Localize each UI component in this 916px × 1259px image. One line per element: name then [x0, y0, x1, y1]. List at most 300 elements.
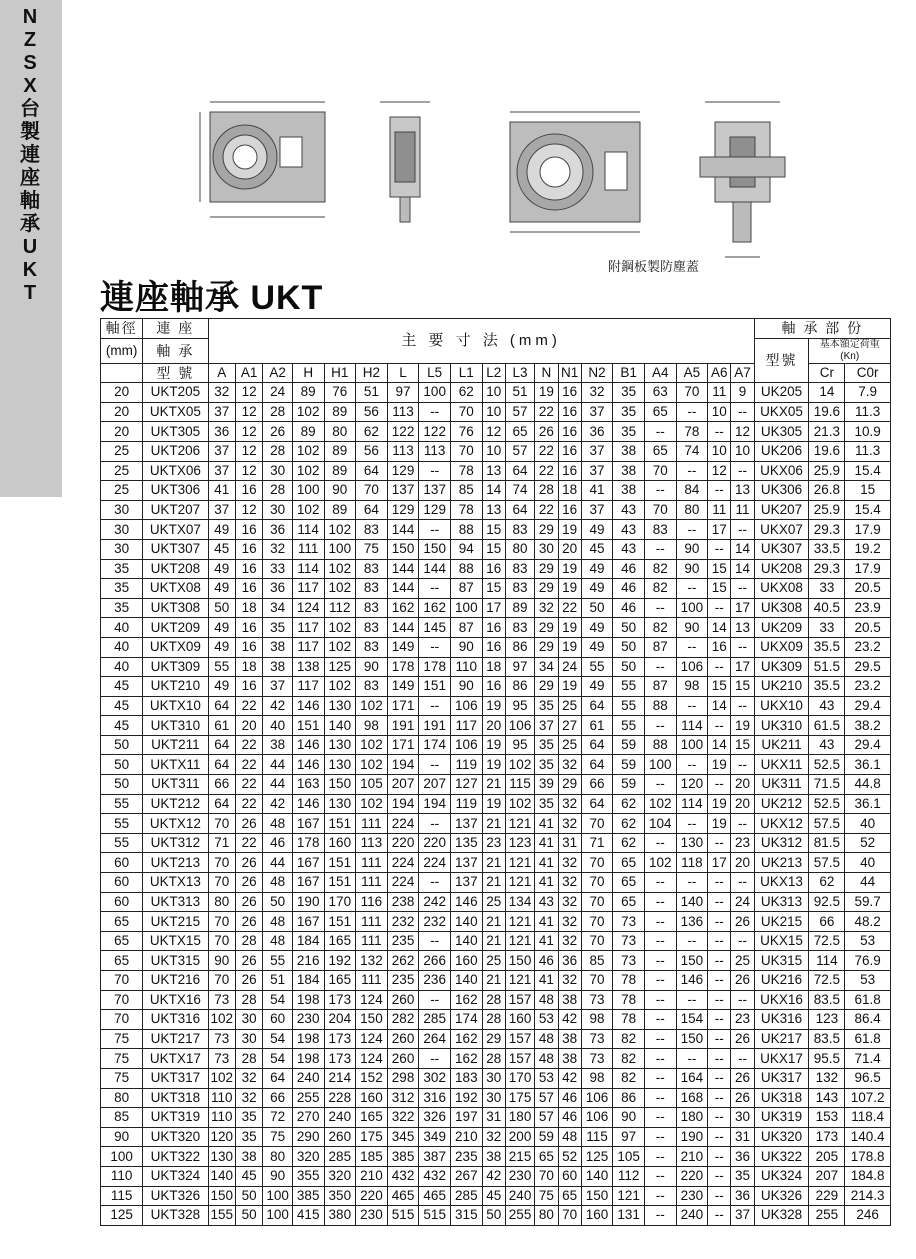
table-cell: 60: [558, 1166, 581, 1186]
table-cell: 121: [505, 931, 535, 951]
table-cell: --: [731, 990, 754, 1010]
table-cell: 198: [292, 1049, 324, 1069]
table-cell: 140: [676, 892, 708, 912]
table-cell: 115: [101, 1186, 143, 1206]
table-cell: 232: [419, 912, 451, 932]
table-cell: 71.5: [809, 775, 845, 795]
table-cell: --: [644, 1088, 676, 1108]
table-cell: 57: [535, 1088, 558, 1108]
table-cell: 35: [613, 422, 645, 442]
table-cell: 48: [263, 931, 293, 951]
table-cell: 37: [535, 716, 558, 736]
table-cell: 144: [387, 579, 419, 599]
table-cell: UKT312: [143, 833, 208, 853]
table-cell: 515: [419, 1206, 451, 1226]
table-cell: 85: [451, 481, 483, 501]
table-cell: 17.9: [845, 520, 891, 540]
table-cell: 14: [708, 735, 731, 755]
table-cell: UKT324: [143, 1166, 208, 1186]
table-cell: 72: [263, 1108, 293, 1128]
table-cell: 267: [451, 1166, 483, 1186]
table-cell: 19.6: [809, 441, 845, 461]
table-cell: 112: [324, 598, 356, 618]
table-cell: 83: [505, 520, 535, 540]
table-cell: 90: [676, 559, 708, 579]
table-cell: 32: [208, 383, 235, 403]
table-row: [101, 1147, 891, 1167]
table-cell: 78: [451, 461, 483, 481]
table-cell: 65: [535, 1147, 558, 1167]
table-cell: 110: [101, 1166, 143, 1186]
table-cell: 38: [263, 657, 293, 677]
table-cell: 197: [451, 1108, 483, 1128]
table-cell: 83: [356, 579, 388, 599]
table-cell: 215: [505, 1147, 535, 1167]
table-cell: 11.3: [845, 402, 891, 422]
table-cell: UKT217: [143, 1029, 208, 1049]
table-cell: 80: [505, 539, 535, 559]
table-cell: 49: [208, 618, 235, 638]
table-cell: 19: [482, 696, 505, 716]
table-cell: 28: [482, 1010, 505, 1030]
table-cell: 29: [535, 559, 558, 579]
table-cell: 43: [613, 539, 645, 559]
table-row: [101, 422, 891, 442]
table-cell: UKT318: [143, 1088, 208, 1108]
table-cell: --: [708, 1127, 731, 1147]
table-cell: UKTX12: [143, 814, 208, 834]
table-cell: 21: [482, 912, 505, 932]
table-cell: 35: [535, 735, 558, 755]
table-cell: 118.4: [845, 1108, 891, 1128]
table-cell: 75: [356, 539, 388, 559]
table-cell: 230: [505, 1166, 535, 1186]
bore-unit-header: (mm): [101, 338, 143, 363]
table-cell: --: [676, 579, 708, 599]
table-cell: 232: [387, 912, 419, 932]
table-row: [101, 755, 891, 775]
table-cell: 41: [535, 853, 558, 873]
table-cell: 70: [451, 402, 483, 422]
table-cell: 48: [263, 814, 293, 834]
table-cell: 183: [451, 1068, 483, 1088]
table-cell: --: [731, 873, 754, 893]
table-cell: 51: [505, 383, 535, 403]
column-header-l3: L3: [505, 363, 535, 383]
table-cell: --: [419, 520, 451, 540]
table-cell: 26: [235, 892, 262, 912]
side-tab-char: 軸: [20, 190, 40, 212]
table-cell: 210: [356, 1166, 388, 1186]
table-cell: 214: [324, 1068, 356, 1088]
table-cell: 175: [505, 1088, 535, 1108]
table-cell: 70: [581, 912, 613, 932]
table-cell: 350: [324, 1186, 356, 1206]
table-cell: 15: [708, 559, 731, 579]
table-cell: 20: [731, 794, 754, 814]
table-cell: 149: [387, 677, 419, 697]
table-cell: 26: [263, 422, 293, 442]
table-cell: 102: [505, 755, 535, 775]
table-cell: 104: [644, 814, 676, 834]
table-cell: 266: [419, 951, 451, 971]
table-cell: 43: [613, 500, 645, 520]
table-cell: 117: [292, 637, 324, 657]
table-cell: 50: [208, 598, 235, 618]
table-cell: 90: [613, 1108, 645, 1128]
table-cell: --: [644, 1010, 676, 1030]
table-cell: UKT205: [143, 383, 208, 403]
table-cell: 39: [535, 775, 558, 795]
table-cell: 106: [505, 716, 535, 736]
table-cell: --: [708, 598, 731, 618]
table-cell: 26: [731, 912, 754, 932]
table-cell: 19: [482, 755, 505, 775]
table-cell: 25: [558, 735, 581, 755]
model-header-line2: 軸 承: [143, 338, 208, 363]
table-cell: 87: [451, 618, 483, 638]
table-cell: 240: [505, 1186, 535, 1206]
table-cell: 38: [558, 1029, 581, 1049]
table-cell: --: [644, 1206, 676, 1226]
table-cell: 65: [101, 951, 143, 971]
table-cell: 130: [324, 735, 356, 755]
table-cell: 26: [535, 422, 558, 442]
table-cell: 160: [505, 1010, 535, 1030]
table-cell: 114: [809, 951, 845, 971]
table-cell: 235: [387, 971, 419, 991]
table-cell: 210: [451, 1127, 483, 1147]
table-row: [101, 441, 891, 461]
table-cell: 89: [324, 441, 356, 461]
table-cell: 88: [451, 520, 483, 540]
table-cell: 71: [208, 833, 235, 853]
table-cell: 115: [581, 1127, 613, 1147]
table-cell: 64: [581, 696, 613, 716]
table-cell: 19: [482, 794, 505, 814]
table-cell: --: [676, 402, 708, 422]
table-cell: 137: [451, 853, 483, 873]
table-cell: 12: [235, 422, 262, 442]
table-cell: 151: [324, 912, 356, 932]
side-view-diagram: [380, 102, 430, 222]
table-cell: 92.5: [809, 892, 845, 912]
table-cell: 160: [581, 1206, 613, 1226]
table-cell: 173: [324, 1049, 356, 1069]
table-cell: 73: [208, 1029, 235, 1049]
table-cell: 9: [731, 383, 754, 403]
table-cell: UK310: [754, 716, 809, 736]
table-cell: UKX15: [754, 931, 809, 951]
table-cell: 60: [263, 1010, 293, 1030]
spec-table-body: [101, 383, 891, 1226]
table-cell: --: [676, 990, 708, 1010]
table-cell: UKTX11: [143, 755, 208, 775]
table-cell: 16: [235, 618, 262, 638]
table-cell: UKX17: [754, 1049, 809, 1069]
table-cell: 53: [535, 1068, 558, 1088]
table-cell: 88: [644, 696, 676, 716]
table-cell: 55: [581, 657, 613, 677]
table-cell: 70: [208, 873, 235, 893]
table-cell: 46: [263, 833, 293, 853]
table-cell: 36.1: [845, 794, 891, 814]
table-cell: 25.9: [809, 461, 845, 481]
table-cell: UK317: [754, 1068, 809, 1088]
column-header-h2: H2: [356, 363, 388, 383]
table-cell: 29: [535, 677, 558, 697]
table-cell: 82: [613, 1068, 645, 1088]
table-cell: 184: [292, 971, 324, 991]
table-cell: 10: [482, 441, 505, 461]
table-cell: --: [644, 892, 676, 912]
table-cell: 28: [482, 1049, 505, 1069]
table-cell: 45: [101, 696, 143, 716]
table-cell: 171: [387, 735, 419, 755]
table-cell: 121: [505, 912, 535, 932]
table-cell: 163: [292, 775, 324, 795]
table-cell: 140: [451, 971, 483, 991]
table-cell: 45: [482, 1186, 505, 1206]
table-row: [101, 383, 891, 403]
table-cell: 49: [208, 559, 235, 579]
table-cell: 45: [101, 677, 143, 697]
table-cell: UKT316: [143, 1010, 208, 1030]
table-cell: 70: [558, 1206, 581, 1226]
table-cell: 46: [613, 559, 645, 579]
table-cell: 90: [324, 481, 356, 501]
table-cell: 10: [708, 402, 731, 422]
table-cell: UKT213: [143, 853, 208, 873]
table-cell: 432: [387, 1166, 419, 1186]
table-cell: 23: [731, 1010, 754, 1030]
table-cell: UKT207: [143, 500, 208, 520]
table-cell: 80: [101, 1088, 143, 1108]
table-cell: 50: [101, 755, 143, 775]
table-cell: 15: [708, 579, 731, 599]
table-cell: 144: [419, 559, 451, 579]
table-cell: 87: [644, 677, 676, 697]
table-cell: 151: [292, 716, 324, 736]
table-cell: 29.3: [809, 520, 845, 540]
table-cell: UK328: [754, 1206, 809, 1226]
column-header-a6: A6: [708, 363, 731, 383]
table-cell: 17: [708, 853, 731, 873]
table-cell: 315: [451, 1206, 483, 1226]
table-cell: 12: [235, 441, 262, 461]
table-cell: 26: [731, 1068, 754, 1088]
table-cell: 110: [451, 657, 483, 677]
table-cell: 29: [482, 1029, 505, 1049]
table-cell: 262: [387, 951, 419, 971]
table-cell: 33: [263, 559, 293, 579]
table-cell: --: [644, 1166, 676, 1186]
table-row: [101, 637, 891, 657]
table-cell: 102: [356, 696, 388, 716]
table-cell: 78: [613, 990, 645, 1010]
table-cell: 312: [387, 1088, 419, 1108]
table-cell: 73: [581, 1029, 613, 1049]
table-cell: 66: [809, 912, 845, 932]
table-cell: 19: [535, 383, 558, 403]
table-cell: --: [419, 461, 451, 481]
table-cell: 82: [644, 618, 676, 638]
table-cell: 89: [292, 422, 324, 442]
table-cell: 45: [581, 539, 613, 559]
table-cell: UK320: [754, 1127, 809, 1147]
table-cell: 240: [324, 1108, 356, 1128]
table-cell: 150: [581, 1186, 613, 1206]
table-cell: 184: [292, 931, 324, 951]
table-cell: 102: [505, 794, 535, 814]
table-cell: 16: [558, 383, 581, 403]
table-cell: 150: [676, 1029, 708, 1049]
table-cell: 25: [101, 461, 143, 481]
table-cell: 29.5: [845, 657, 891, 677]
table-cell: 62: [613, 794, 645, 814]
table-cell: 64: [263, 1068, 293, 1088]
table-cell: 36.1: [845, 755, 891, 775]
table-cell: 55: [101, 794, 143, 814]
table-cell: 124: [292, 598, 324, 618]
table-row: [101, 520, 891, 540]
table-cell: 74: [505, 481, 535, 501]
column-header-a2: A2: [263, 363, 293, 383]
table-cell: 94: [451, 539, 483, 559]
table-cell: 65: [613, 892, 645, 912]
table-cell: 111: [356, 931, 388, 951]
table-cell: 48: [535, 1049, 558, 1069]
table-cell: 26.8: [809, 481, 845, 501]
table-cell: 26: [235, 912, 262, 932]
table-cell: UKT326: [143, 1186, 208, 1206]
table-cell: 102: [324, 618, 356, 638]
table-cell: 162: [451, 1029, 483, 1049]
table-cell: UKT206: [143, 441, 208, 461]
table-cell: 76: [324, 383, 356, 403]
table-cell: UK313: [754, 892, 809, 912]
table-cell: 62: [613, 814, 645, 834]
table-cell: --: [676, 814, 708, 834]
table-cell: 238: [387, 892, 419, 912]
table-cell: --: [644, 716, 676, 736]
table-cell: 150: [356, 1010, 388, 1030]
table-cell: UK315: [754, 951, 809, 971]
table-cell: 78: [613, 971, 645, 991]
table-cell: 22: [235, 775, 262, 795]
table-cell: 59.7: [845, 892, 891, 912]
table-cell: 285: [419, 1010, 451, 1030]
table-cell: 130: [676, 833, 708, 853]
table-cell: 61: [208, 716, 235, 736]
table-cell: 102: [324, 579, 356, 599]
table-cell: 322: [387, 1108, 419, 1128]
table-cell: 62: [809, 873, 845, 893]
table-cell: 43: [809, 735, 845, 755]
table-cell: 98: [676, 677, 708, 697]
table-row: [101, 1206, 891, 1226]
table-cell: 40: [263, 716, 293, 736]
table-cell: 70: [581, 931, 613, 951]
table-cell: 11: [708, 500, 731, 520]
table-cell: 220: [419, 833, 451, 853]
table-cell: UK215: [754, 912, 809, 932]
table-cell: --: [644, 775, 676, 795]
table-cell: 122: [419, 422, 451, 442]
table-cell: 16: [482, 677, 505, 697]
table-cell: 146: [292, 794, 324, 814]
table-cell: UKT308: [143, 598, 208, 618]
table-cell: 19: [708, 755, 731, 775]
table-cell: 26: [235, 853, 262, 873]
table-cell: 150: [419, 539, 451, 559]
table-cell: 32: [535, 598, 558, 618]
table-cell: 152: [356, 1068, 388, 1088]
table-cell: 160: [356, 1088, 388, 1108]
table-cell: 35: [535, 794, 558, 814]
table-cell: 96.5: [845, 1068, 891, 1088]
table-cell: 10.9: [845, 422, 891, 442]
table-cell: --: [708, 716, 731, 736]
table-cell: 90: [208, 951, 235, 971]
table-cell: 119: [451, 755, 483, 775]
table-cell: 137: [387, 481, 419, 501]
table-cell: 38: [235, 1147, 262, 1167]
table-cell: 42: [263, 794, 293, 814]
table-row: [101, 971, 891, 991]
table-cell: 86: [505, 677, 535, 697]
table-cell: 70: [101, 990, 143, 1010]
table-cell: 20.5: [845, 579, 891, 599]
table-cell: 90: [101, 1127, 143, 1147]
table-cell: 37: [581, 441, 613, 461]
table-cell: 105: [356, 775, 388, 795]
column-header-l5: L5: [419, 363, 451, 383]
table-cell: 70: [208, 931, 235, 951]
table-cell: 83: [356, 677, 388, 697]
table-cell: UKT208: [143, 559, 208, 579]
table-cell: 28: [482, 990, 505, 1010]
table-cell: 52.5: [809, 794, 845, 814]
table-cell: 49: [581, 677, 613, 697]
table-cell: 57: [505, 402, 535, 422]
table-cell: 87: [644, 637, 676, 657]
table-cell: --: [644, 1127, 676, 1147]
table-cell: --: [731, 814, 754, 834]
table-cell: 49: [208, 579, 235, 599]
table-cell: 37: [581, 402, 613, 422]
table-cell: 25: [101, 441, 143, 461]
table-cell: 70: [208, 971, 235, 991]
table-cell: UKT212: [143, 794, 208, 814]
table-cell: 205: [809, 1147, 845, 1167]
table-cell: 29.4: [845, 696, 891, 716]
table-cell: 224: [387, 873, 419, 893]
table-cell: 44: [845, 873, 891, 893]
table-cell: 270: [292, 1108, 324, 1128]
table-row: [101, 579, 891, 599]
table-cell: 23.2: [845, 637, 891, 657]
table-cell: --: [708, 951, 731, 971]
table-cell: 38: [482, 1147, 505, 1167]
table-cell: 38: [558, 990, 581, 1010]
table-row: [101, 1108, 891, 1128]
table-cell: 41: [535, 971, 558, 991]
table-cell: 36: [731, 1186, 754, 1206]
table-cell: 194: [387, 794, 419, 814]
table-cell: 12: [482, 422, 505, 442]
table-cell: 180: [676, 1108, 708, 1128]
